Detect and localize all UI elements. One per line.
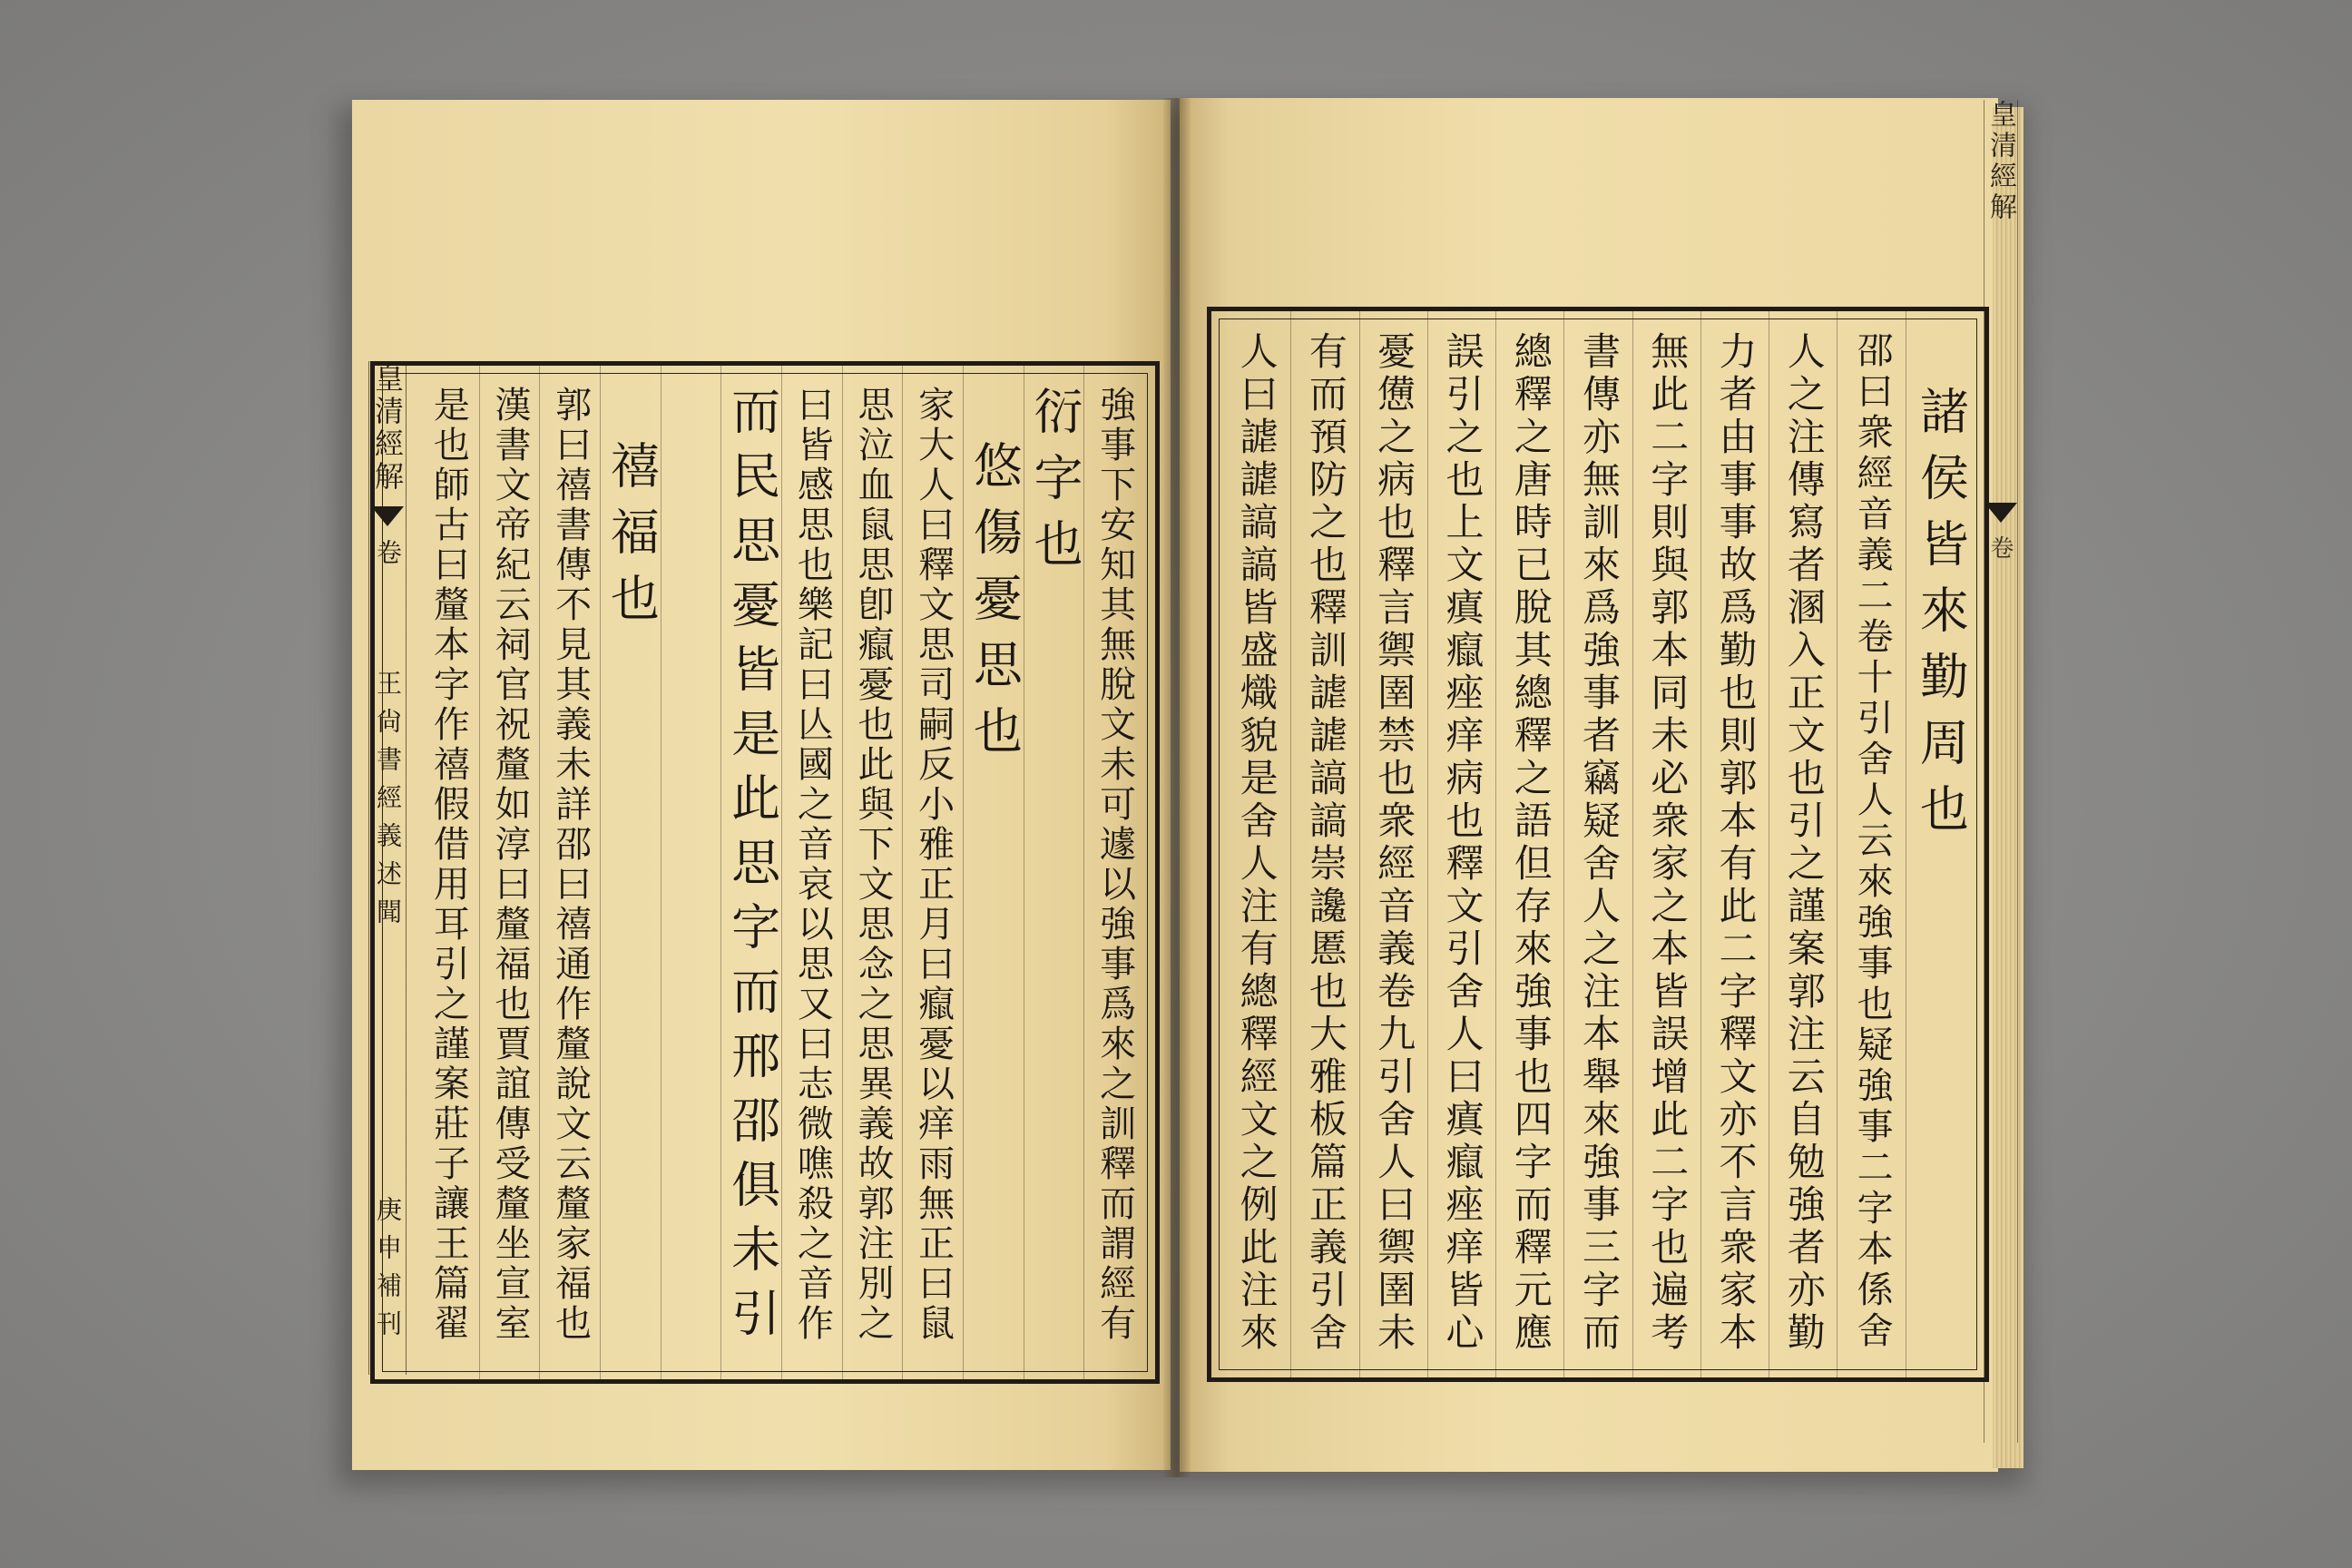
column-text: 禧福也 xyxy=(603,440,661,639)
text-column xyxy=(418,366,479,1379)
text-column xyxy=(1906,311,1975,1377)
column-text: 強事下安知其無脫文未可遽以強事爲來之訓釋而謂經有 xyxy=(1093,386,1136,1344)
left-page-frame xyxy=(370,361,1160,1384)
column-text: 力者由事事故爲勤也則郭本有此二字釋文亦不言衆家本 xyxy=(1713,331,1759,1355)
text-column xyxy=(842,366,904,1379)
book-gutter xyxy=(1163,98,1191,1477)
column-text: 諸侯皆來勤周也 xyxy=(1912,386,1970,849)
text-column xyxy=(539,366,601,1379)
text-column xyxy=(1769,311,1838,1377)
column-text: 有而預防之也釋訓謔謔謞謞崇讒慝也大雅板篇正義引舍 xyxy=(1303,331,1348,1355)
text-column xyxy=(1024,366,1085,1379)
column-text: 漢書文帝紀云祠官祝釐如淳曰釐福也賈誼傳受釐坐宣室 xyxy=(488,386,531,1344)
right-margin-band xyxy=(1984,100,2018,1443)
column-text: 人曰謔謔謞謞皆盛熾貌是舍人注有總釋經文之例此注來 xyxy=(1234,331,1279,1355)
text-column xyxy=(1632,311,1701,1377)
text-column xyxy=(1837,311,1906,1377)
column-text: 衍字也 xyxy=(1025,386,1083,584)
right-margin-title: 皇清經解 xyxy=(1984,100,2016,223)
right-margin-note: 卷 xyxy=(1986,535,2014,563)
column-text: 憂憊之病也釋言禦圉禁也衆經音義卷九引舍人曰禦圉未 xyxy=(1372,331,1417,1355)
left-margin-band xyxy=(368,361,407,1375)
text-column xyxy=(1083,366,1145,1379)
text-column xyxy=(902,366,964,1379)
left-margin-bottom: 王尙書經義述聞 xyxy=(373,670,403,936)
text-column xyxy=(1427,311,1496,1377)
column-text: 書傳亦無訓來爲強事者竊疑舍人之注本舉來強事三字而 xyxy=(1576,331,1622,1355)
left-bleed-through: ⠀ xyxy=(541,136,590,174)
column-text: 家大人曰釋文思司嗣反小雅正月曰癙憂以痒雨無正曰鼠 xyxy=(912,386,955,1344)
column-text: 曰皆感思也樂記曰亾國之音哀以思又曰志微噍殺之音作 xyxy=(791,386,834,1344)
column-text: 無此二字則與郭本同未必衆家之本皆誤增此二字也遍考 xyxy=(1645,331,1690,1355)
text-column xyxy=(1563,311,1632,1377)
text-column xyxy=(600,366,662,1379)
right-text-columns xyxy=(1211,311,1984,1377)
column-text: 是也師古曰釐本字作禧假借用耳引之謹案莊子讓王篇翟 xyxy=(427,386,470,1344)
right-page-frame xyxy=(1207,307,1989,1382)
column-text: 思泣血鼠思卽癙憂也此與下文思念之思異義故郭注別之 xyxy=(851,386,894,1344)
text-column xyxy=(1222,311,1290,1377)
left-margin-footer: 庚申補刊 xyxy=(373,1196,403,1348)
column-text: 邵曰衆經音義二卷十引舍人云來強事也疑強事二字本係舍 xyxy=(1851,331,1894,1352)
text-column xyxy=(479,366,541,1379)
left-margin-title: 皇清經解 xyxy=(370,363,405,494)
column-text: 人之注傳寫者溷入正文也引之謹案郭注云自勉強者亦勤 xyxy=(1781,331,1827,1355)
column-text: 總釋之唐時已脫其總釋之語但存來強事也四字而釋元應 xyxy=(1508,331,1553,1355)
left-text-columns xyxy=(375,366,1155,1379)
text-column xyxy=(720,366,782,1379)
column-text: 而民思憂皆是此思字而邢邵俱未引 xyxy=(723,386,781,1352)
text-column xyxy=(1359,311,1428,1377)
text-column xyxy=(1290,311,1359,1377)
left-fishtail-mark xyxy=(371,506,404,526)
column-text: 誤引之也上文瘨癙痤痒病也釋文引舍人曰瘨癙痤痒皆心 xyxy=(1440,331,1485,1355)
left-margin-note: 卷 xyxy=(373,539,403,568)
text-column xyxy=(661,366,722,1379)
text-column xyxy=(1495,311,1564,1377)
text-column xyxy=(963,366,1024,1379)
text-column xyxy=(1700,311,1769,1377)
column-text: 郭曰禧書傳不見其義未詳邵曰禧通作釐說文云釐家福也 xyxy=(549,386,592,1344)
column-text: 悠傷憂思也 xyxy=(965,440,1024,771)
right-fishtail-mark xyxy=(1984,503,2017,523)
text-column xyxy=(781,366,843,1379)
